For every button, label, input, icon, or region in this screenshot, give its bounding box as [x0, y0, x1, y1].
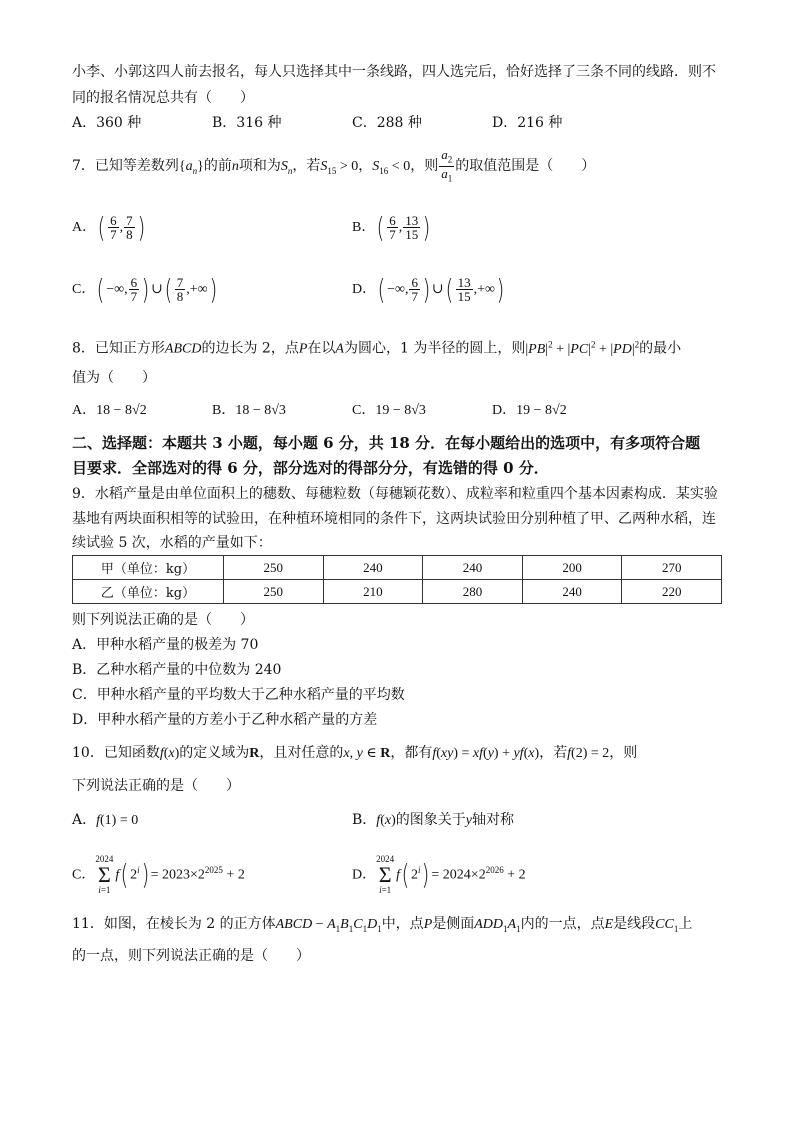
q10-option-d: D． 2024 Σ i=1 f( $2^i) = 2024\times 2^{2026} + 2$ [352, 854, 526, 896]
q10-line2: 下列说法正确的是（ ） [72, 778, 240, 794]
q7-prefix: 7．已知等差数列 [72, 158, 179, 174]
q10-option-c: C． 2024 Σ i=1 f( $2^i) = 2023\times 2^{2025} + 2$ [72, 854, 245, 896]
section2-line1: 二、选择题：本题共 3 小题，每小题 6 分，共 18 分．在每小题给出的选项中，有多项符合题 [72, 434, 701, 452]
q8-line2: 值为（ ） [72, 370, 156, 386]
q8-option-c: C．19 − 8√3 [352, 403, 426, 418]
q11-line2: 的一点，则下列说法正确的是（ ） [72, 948, 310, 964]
q7-seq: $\{a_n\}$ [178, 159, 204, 176]
q7-option-d: D．( −∞, $\frac{6}{7}$ ) ∪( $\frac{13}{15}$ ,+∞) [352, 272, 505, 306]
q6-line2: 同的报名情况总共有（ ） [72, 90, 254, 106]
yield-table [72, 555, 722, 604]
q8-expr: $|PB|^2 + |PC|^2 + |PD|^2$ [525, 339, 640, 357]
q7-option-a: A．( $\frac{6}{7}$ , $\frac{7}{8}$ ) [72, 210, 145, 244]
q9-line2: 基地有两块面积相等的试验田，在种植环境相同的条件下，这两块试验田分别种植了甲、乙两种水稻，连 [72, 511, 716, 527]
q9-question: 则下列说法正确的是（ ） [72, 612, 254, 628]
q8-option-a: A．18 − 8√2 [72, 403, 147, 418]
q7-option-c: C．( −∞, $\frac{6}{7}$ ) ∪( $\frac{7}{8}$ ,+∞) [72, 272, 217, 306]
q9-option-d: D．甲种水稻产量的方差小于乙种水稻产量的方差 [72, 712, 378, 728]
q6-line1: 小李、小郭这四人前去报名，每人只选择其中一条线路，四人选完后，恰好选择了三条不同的线路．则不 [72, 64, 716, 80]
q7-stem: 7．已知等差数列$\{a_n\}$的前n项和为$S_n$，若$S_{15} > 0$，$S_{16} < 0$，则 $\frac{a_2}{a_1}$ 的取值范围是（ ） [72, 147, 596, 184]
q10-option-a: A．f(1) = 0 [72, 812, 139, 828]
q9-line1: 9．水稻产量是由单位面积上的穗数、每穗粒数（每穗颖花数）、成粒率和粒重四个基本因素构成．某实验 [72, 486, 718, 502]
row-label: 甲（单位：kg） [73, 556, 224, 580]
q10-option-b: B．f(x)的图象关于y轴对称 [352, 812, 514, 828]
q11-line1: 11．如图，在棱长为 2 的正方体ABCD − $A_1B_1C_1D_1$中，点P是侧面$ADD_1A_1$内的一点，点E是线段$CC_1$上 [72, 916, 693, 934]
q6-option-d: D．216 种 [492, 115, 563, 131]
q8-option-d: D．19 − 8√2 [492, 403, 567, 418]
section2-line2: 目要求．全部选对的得 6 分，部分选对的得部分分，有选错的得 0 分． [72, 459, 549, 477]
q7-option-b: B．( $\frac{6}{7}$ , $\frac{13}{15}$ ) [352, 210, 431, 244]
q6-option-a: A．360 种 [72, 115, 142, 131]
q7-cond2: $S_{16} < 0$ [372, 159, 411, 176]
q7-cond1: $S_{15} > 0$ [320, 159, 359, 176]
q9-line3: 续试验 5 次，水稻的产量如下： [72, 535, 272, 551]
q6-option-b: B．316 种 [212, 115, 282, 131]
q7-ratio: $\frac{a_2}{a_1}$ [441, 147, 453, 184]
q6-option-c: C．288 种 [352, 115, 422, 131]
q9-option-b: B．乙种水稻产量的中位数为 240 [72, 662, 282, 678]
q7-sn: $S_n$ [280, 159, 293, 176]
q8-line1: 8．已知正方形ABCD的边长为 2，点P在以A为圆心，1 为半径的圆上，则$|PB|^2 + |PC|^2 + |PD|^2$的最小 [72, 339, 682, 357]
q9-option-a: A．甲种水稻产量的极差为 70 [72, 637, 259, 653]
row-label: 乙（单位：kg） [73, 580, 224, 604]
q9-option-c: C．甲种水稻产量的平均数大于乙种水稻产量的平均数 [72, 687, 405, 703]
table-row: 乙（单位：kg） 250 210 280 240 220 [73, 580, 722, 604]
table-row: 甲（单位：kg） 250 240 240 200 270 [73, 556, 722, 580]
q10-line1: 10．已知函数f(x)的定义域为R，且对任意的x, y ∈ R，都有f(xy) = xf(y) + yf(x)，若f(2) = 2，则 [72, 745, 638, 761]
q8-option-b: B．18 − 8√3 [212, 403, 286, 418]
